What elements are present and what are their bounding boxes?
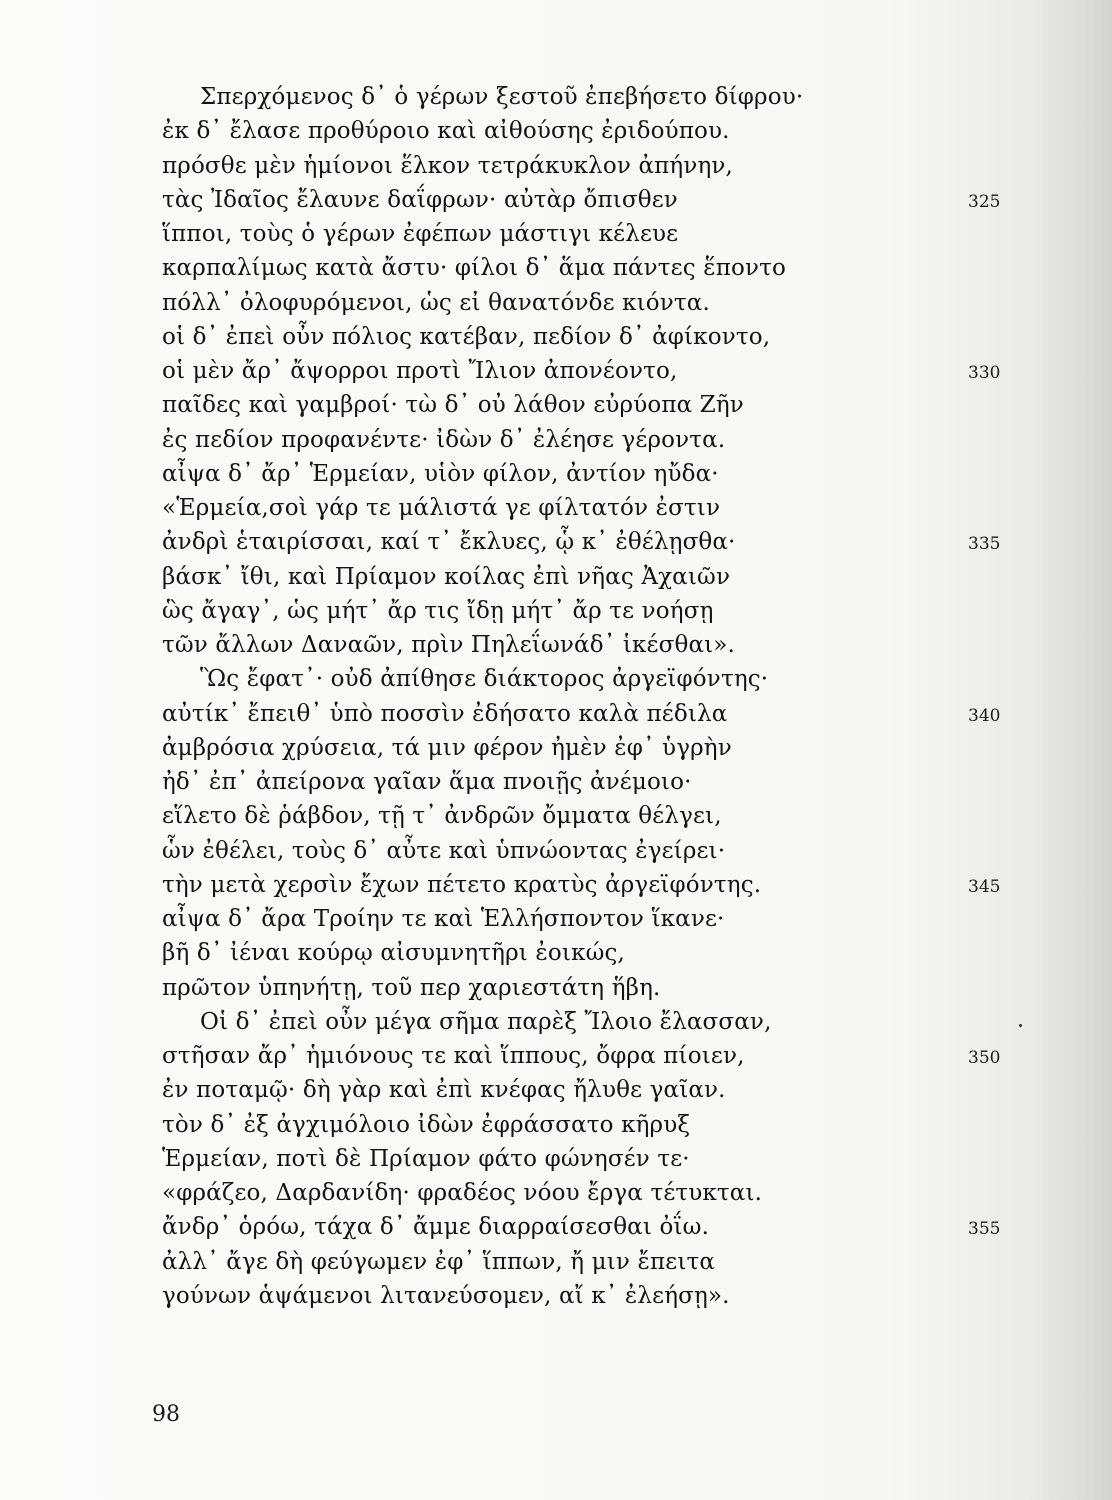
verse-line: αὐτίκ᾽ ἔπειθ᾽ ὑπὸ ποσσὶν ἐδήσατο καλὰ πέδιλα: [162, 700, 728, 727]
verse-line: Ὣς ἔφατ᾽· οὐδ ἀπίθησε διάκτορος ἀργεϊφόντης·: [200, 666, 769, 693]
verse-line: ἠδ᾽ ἐπ᾽ ἀπείρονα γαῖαν ἅμα πνοιῇς ἀνέμοιο·: [162, 769, 692, 795]
line-number: 330: [968, 363, 1001, 383]
verse-line: ὧν ἐθέλει, τοὺς δ᾽ αὖτε καὶ ὑπνώοντας ἐγείρει·: [162, 837, 726, 864]
verse-line: πρῶτον ὑπηνήτῃ, τοῦ περ χαριεστάτη ἥβη.: [162, 974, 661, 1001]
verse-line: Σπερχόμενος δ᾽ ὁ γέρων ξεστοῦ ἐπεβήσετο δίφρου·: [200, 84, 804, 110]
verse-line: ἀνδρὶ ἑταιρίσσαι, καί τ᾽ ἔκλυες, ᾧ κ᾽ ἐθέλῃσθα·: [162, 529, 736, 556]
verse-line: ἀλλ᾽ ἄγε δὴ φεύγωμεν ἐφ᾽ ἵππων, ἤ μιν ἔπειτα: [162, 1248, 716, 1275]
line-number: 340: [968, 705, 1001, 726]
verse-line: «Ἑρμεία,σοὶ γάρ τε μάλιστά γε φίλτατόν ἐστιν: [162, 495, 721, 521]
page-number: 98: [152, 1402, 180, 1427]
verse-line: «φράζεο, Δαρδανίδη· φραδέος νόου ἔργα τέτυκται.: [162, 1180, 763, 1206]
verse-line: τῶν ἄλλων Δαναῶν, πρὶν Πηλεΐωνάδ᾽ ἱκέσθαι».: [162, 632, 735, 658]
verse-line: οἱ μὲν ἄρ᾽ ἄψορροι προτὶ Ἴλιον ἀπονέοντο,: [162, 358, 678, 384]
verse-line: γούνων ἁψάμενοι λιτανεύσομεν, αἴ κ᾽ ἐλεήσῃ».: [162, 1282, 730, 1309]
verse-line: καρπαλίμως κατὰ ἄστυ· φίλοι δ᾽ ἅμα πάντες ἕποντο: [162, 255, 786, 282]
verse-line: ἄνδρ᾽ ὁρόω, τάχα δ᾽ ἄμμε διαρραίσεσθαι ὀΐω.: [162, 1214, 710, 1241]
verse-line: πρόσθε μὲν ἡμίονοι ἕλκον τετράκυκλον ἀπήνην,: [162, 152, 733, 179]
verse-line: βάσκ᾽ ἴθι, καὶ Πρίαμον κοίλας ἐπὶ νῆας Ἀχαιῶν: [162, 563, 731, 590]
verse-line: ἵπποι, τοὺς ὁ γέρων ἐφέπων μάστιγι κέλευε: [162, 221, 679, 247]
verse-line: στῆσαν ἄρ᾽ ἡμιόνους τε καὶ ἵππους, ὄφρα πίοιεν,: [162, 1043, 745, 1069]
verse-line: οἱ δ᾽ ἐπεὶ οὖν πόλιος κατέβαν, πεδίον δ᾽ ἀφίκοντο,: [162, 323, 771, 350]
line-number: 350: [968, 1048, 1001, 1068]
verse-line: αἶψα δ᾽ ἄρα Τροίην τε καὶ Ἑλλήσποντον ἵκανε·: [162, 906, 725, 932]
verse-line: ἐς πεδίον προφανέντε· ἰδὼν δ᾽ ἐλέησε γέροντα.: [162, 426, 726, 453]
line-number: 325: [968, 191, 1001, 212]
verse-line: ὣς ἄγαγ᾽, ὡς μήτ᾽ ἄρ τις ἴδῃ μήτ᾽ ἄρ τε νοήσῃ: [162, 597, 714, 624]
verse-line: πόλλ᾽ ὀλοφυρόμενοι, ὡς εἰ θανατόνδε κιόντα.: [162, 289, 710, 316]
line-number: 355: [968, 1219, 1001, 1240]
verse-line: ἀμβρόσια χρύσεια, τά μιν φέρον ἠμὲν ἐφ᾽ ὑγρὴν: [162, 734, 732, 761]
verse-line: ἐν ποταμῷ· δὴ γὰρ καὶ ἐπὶ κνέφας ἤλυθε γαῖαν.: [162, 1077, 726, 1104]
verse-line: τὴν μετὰ χερσὶν ἔχων πέτετο κρατὺς ἀργεϊφόντης.: [162, 871, 762, 898]
line-number: 335: [968, 534, 1001, 555]
verse-line: Ἑρμείαν, ποτὶ δὲ Πρίαμον φάτο φώνησέν τε·: [162, 1145, 690, 1172]
verse-line: αἶψα δ᾽ ἄρ᾽ Ἑρμείαν, υἱὸν φίλον, ἀντίον ηὔδα·: [162, 460, 719, 487]
verse-line: παῖδες καὶ γαμβροί· τὼ δ᾽ οὐ λάθον εὐρύοπα Ζῆν: [162, 392, 744, 419]
poem-text: [162, 80, 962, 1313]
verse-line: εἵλετο δὲ ῥάβδον, τῇ τ᾽ ἀνδρῶν ὄμματα θέλγει,: [162, 803, 722, 830]
verse-line: τὰς Ἰδαῖος ἔλαυνε δαΐφρων· αὐτὰρ ὄπισθεν: [162, 186, 678, 213]
verse-line: βῆ δ᾽ ἰέναι κούρῳ αἰσυμνητῆρι ἐοικώς,: [162, 940, 625, 967]
ink-speck: [1019, 1024, 1022, 1027]
verse-line: Οἱ δ᾽ ἐπεὶ οὖν μέγα σῆμα παρὲξ Ἴλοιο ἔλασσαν,: [200, 1008, 772, 1035]
verse-line: ἐκ δ᾽ ἔλασε προθύροιο καὶ αἰθούσης ἐριδούπου.: [162, 118, 730, 145]
verse-line: τὸν δ᾽ ἐξ ἀγχιμόλοιο ἰδὼν ἐφράσσατο κῆρυξ: [162, 1111, 691, 1138]
line-number: 345: [968, 876, 1001, 897]
